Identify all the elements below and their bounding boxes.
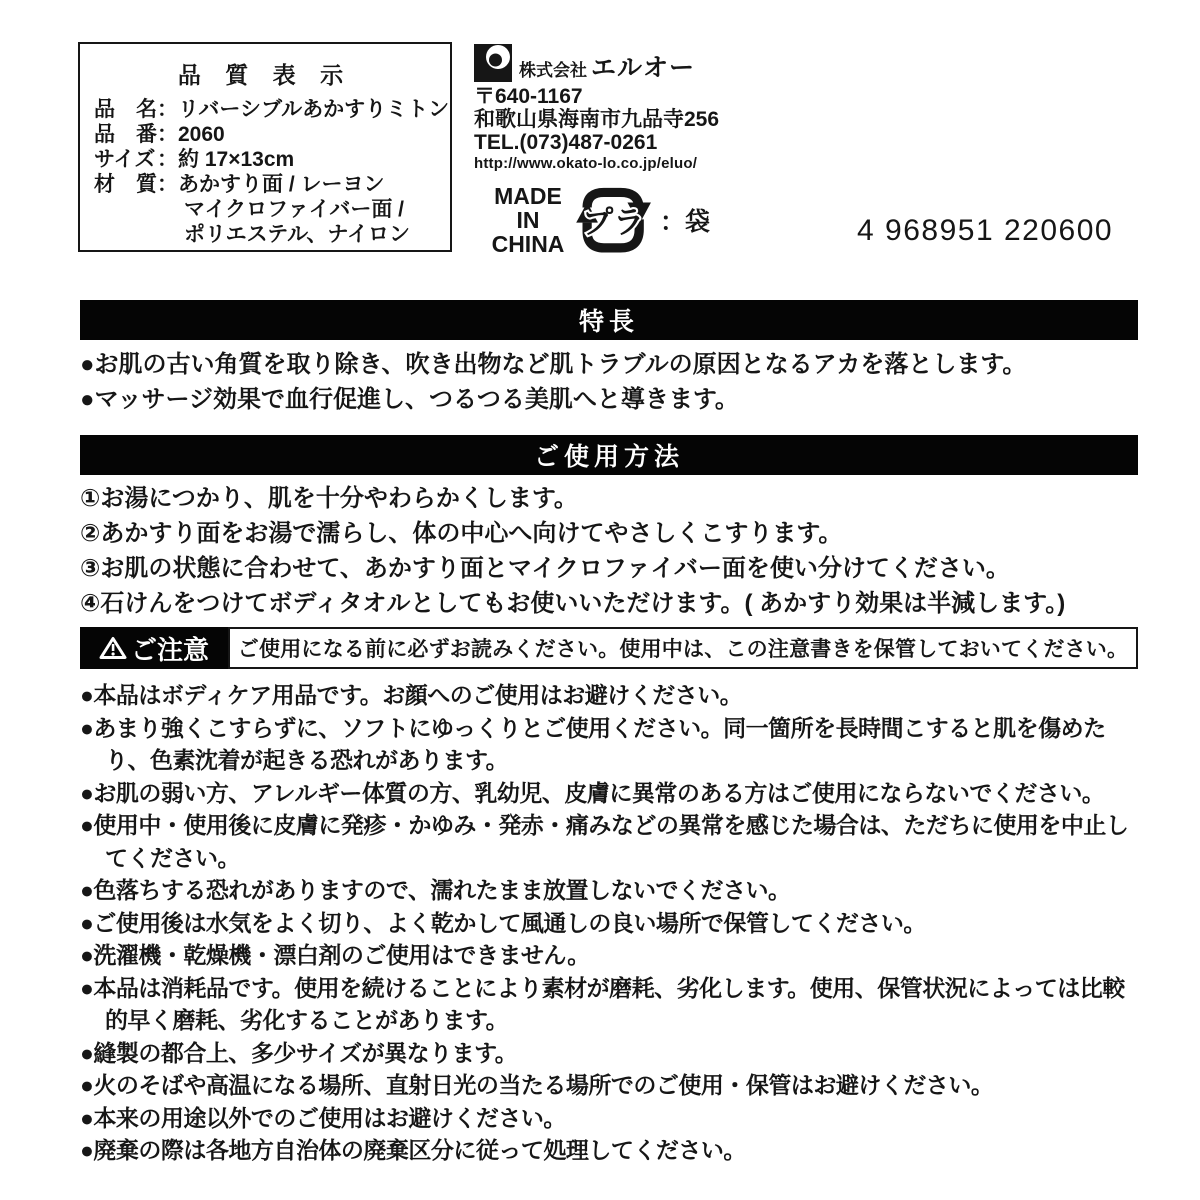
list-item (80, 712, 1142, 777)
row-value: 2060 (178, 123, 225, 146)
list-item (80, 1102, 1142, 1135)
row-colon: ： (157, 98, 178, 121)
company-block (474, 44, 719, 174)
list-item (80, 382, 1142, 417)
company-url: http://www.okato-lo.co.jp/eluo/ (474, 155, 698, 172)
quality-row-material (94, 172, 450, 197)
item-text: 色落ちする恐れがありますので、濡れたまま放置しないでください。 (93, 877, 791, 903)
item-text: 廃棄の際は各地方自治体の廃棄区分に従って処理してください。 (93, 1137, 746, 1163)
bullet-icon: ● (80, 1137, 94, 1163)
item-text: マッサージ効果で血行促進し、つるつる美肌へと導きます。 (94, 386, 739, 413)
caution-list (80, 679, 1142, 1167)
list-item (80, 551, 1154, 586)
item-text: ご使用後は水気をよく切り、よく乾かして風通しの良い場所で保管してください。 (93, 909, 926, 936)
warning-triangle-icon (99, 636, 127, 660)
quality-row-size (94, 147, 450, 172)
item-text: 石けんをつけてボディタオルとしてもお使いいただけます。( あかすり効果は半減します。) (100, 590, 1066, 617)
recycle-mark-text: プラ (582, 204, 645, 240)
company-lo-logo-icon (474, 44, 512, 82)
list-item (80, 586, 1154, 621)
material-extra-line: マイクロファイバー面 / (184, 198, 404, 221)
row-label: 品 番 (94, 123, 157, 146)
features-list (80, 347, 1142, 417)
usage-section-bar: ご使用方法 (80, 435, 1138, 475)
item-number: ④ (80, 590, 101, 617)
bullet-icon: ● (80, 779, 94, 806)
item-text: 縫製の都合上、多少サイズが異なります。 (93, 1039, 518, 1066)
bullet-icon: ● (80, 386, 95, 413)
item-text: お肌の古い角質を取り除き、吹き出物など肌トラブルの原因となるアカを落とします。 (94, 351, 1027, 378)
company-header (474, 44, 719, 82)
row-colon: ： (157, 173, 178, 196)
list-item (80, 347, 1142, 382)
item-text: 本品は消耗品です。使用を続けることにより素材が磨耗、劣化します。使用、保管状況によっては比較的早く磨耗、劣化することがあります。 (93, 974, 1125, 1033)
list-item (80, 516, 1154, 551)
row-colon: ： (157, 148, 178, 171)
company-name: エルオー (591, 54, 696, 82)
row-value: リバーシブルあかすりミトン (178, 98, 450, 121)
caution-heading: ご注意 (130, 634, 209, 665)
quality-box-title: 品 質 表 示 (177, 62, 353, 88)
list-item (80, 907, 1142, 940)
barcode-number: 4 968951 220600 (857, 214, 1114, 247)
item-text: 洗濯機・乾燥機・漂白剤のご使用はできません。 (93, 942, 590, 968)
list-item (80, 874, 1142, 907)
bullet-icon: ● (80, 1104, 94, 1131)
row-value: あかすり面 / レーヨン (178, 173, 385, 196)
item-number: ② (80, 520, 101, 547)
caution-notice-box: ご使用になる前に必ずお読みください。使用中は、この注意書きを保管しておいてください。 (228, 627, 1138, 669)
list-item (80, 777, 1142, 810)
quality-row-number (94, 122, 450, 147)
quality-rows (94, 97, 450, 247)
origin-line: MADE (494, 183, 562, 209)
row-colon: ： (157, 123, 178, 146)
item-text: 火のそばや高温になる場所、直射日光の当たる場所でのご使用・保管はお避けください。 (93, 1072, 994, 1098)
bullet-icon: ● (80, 877, 94, 903)
list-item (80, 939, 1142, 972)
company-address: 和歌山県海南市九品寺256 (474, 108, 720, 131)
company-tel: TEL.(073)487-0261 (474, 131, 658, 154)
bullet-icon: ● (80, 812, 94, 838)
bullet-icon: ● (80, 682, 94, 708)
caution-section-label (80, 627, 228, 669)
item-number: ① (80, 485, 101, 512)
item-number: ③ (80, 555, 101, 582)
item-text: お肌の弱い方、アレルギー体質の方、乳幼児、皮膚に異常のある方はご使用にならないでください。 (93, 779, 1105, 806)
row-label: 材 質 (94, 173, 157, 196)
list-item (80, 679, 1142, 712)
plastic-recycle-mark-icon (572, 179, 656, 263)
list-item (80, 481, 1154, 516)
usage-list (80, 481, 1154, 621)
bullet-icon: ● (80, 714, 94, 741)
list-item (80, 1069, 1142, 1102)
row-label: サイズ (94, 148, 156, 171)
bullet-icon: ● (80, 1072, 94, 1098)
item-text: お湯につかり、肌を十分やわらかくします。 (100, 485, 578, 512)
item-text: 本品はボディケア用品です。お顔へのご使用はお避けください。 (93, 682, 743, 708)
company-prefix: 株式会社 (519, 61, 587, 80)
origin-line: CHINA (491, 231, 565, 257)
list-item (80, 1134, 1142, 1167)
recycle-suffix: ：袋 (660, 208, 711, 236)
bullet-icon: ● (80, 351, 95, 378)
row-label: 品 名 (94, 98, 157, 121)
bullet-icon: ● (80, 909, 94, 936)
quality-indication-box (78, 42, 452, 252)
features-section-bar: 特長 (80, 300, 1138, 340)
company-postal: 〒640-1167 (474, 85, 583, 108)
bullet-icon: ● (80, 974, 94, 1001)
bullet-icon: ● (80, 942, 94, 968)
list-item (80, 809, 1142, 874)
origin-block (474, 184, 582, 256)
item-text: 本来の用途以外でのご使用はお避けください。 (93, 1104, 566, 1131)
origin-line: IN (516, 207, 540, 233)
item-text: あまり強くこすらずに、ソフトにゆっくりとご使用ください。同一箇所を長時間こすると肌を傷めたり、色素沈着が起きる恐れがあります。 (93, 714, 1106, 773)
item-text: あかすり面をお湯で濡らし、体の中心へ向けてやさしくこすります。 (100, 520, 843, 547)
list-item (80, 972, 1142, 1037)
material-extra-line: ポリエステル、ナイロン (184, 223, 410, 246)
row-value: 約 17×13cm (178, 148, 295, 171)
item-text: お肌の状態に合わせて、あかすり面とマイクロファイバー面を使い分けてください。 (100, 555, 1010, 582)
quality-row-name (94, 97, 450, 122)
list-item (80, 1037, 1142, 1070)
bullet-icon: ● (80, 1039, 94, 1066)
item-text: 使用中・使用後に皮膚に発疹・かゆみ・発赤・痛みなどの異常を感じた場合は、ただちに使用を中止してください。 (93, 812, 1129, 871)
